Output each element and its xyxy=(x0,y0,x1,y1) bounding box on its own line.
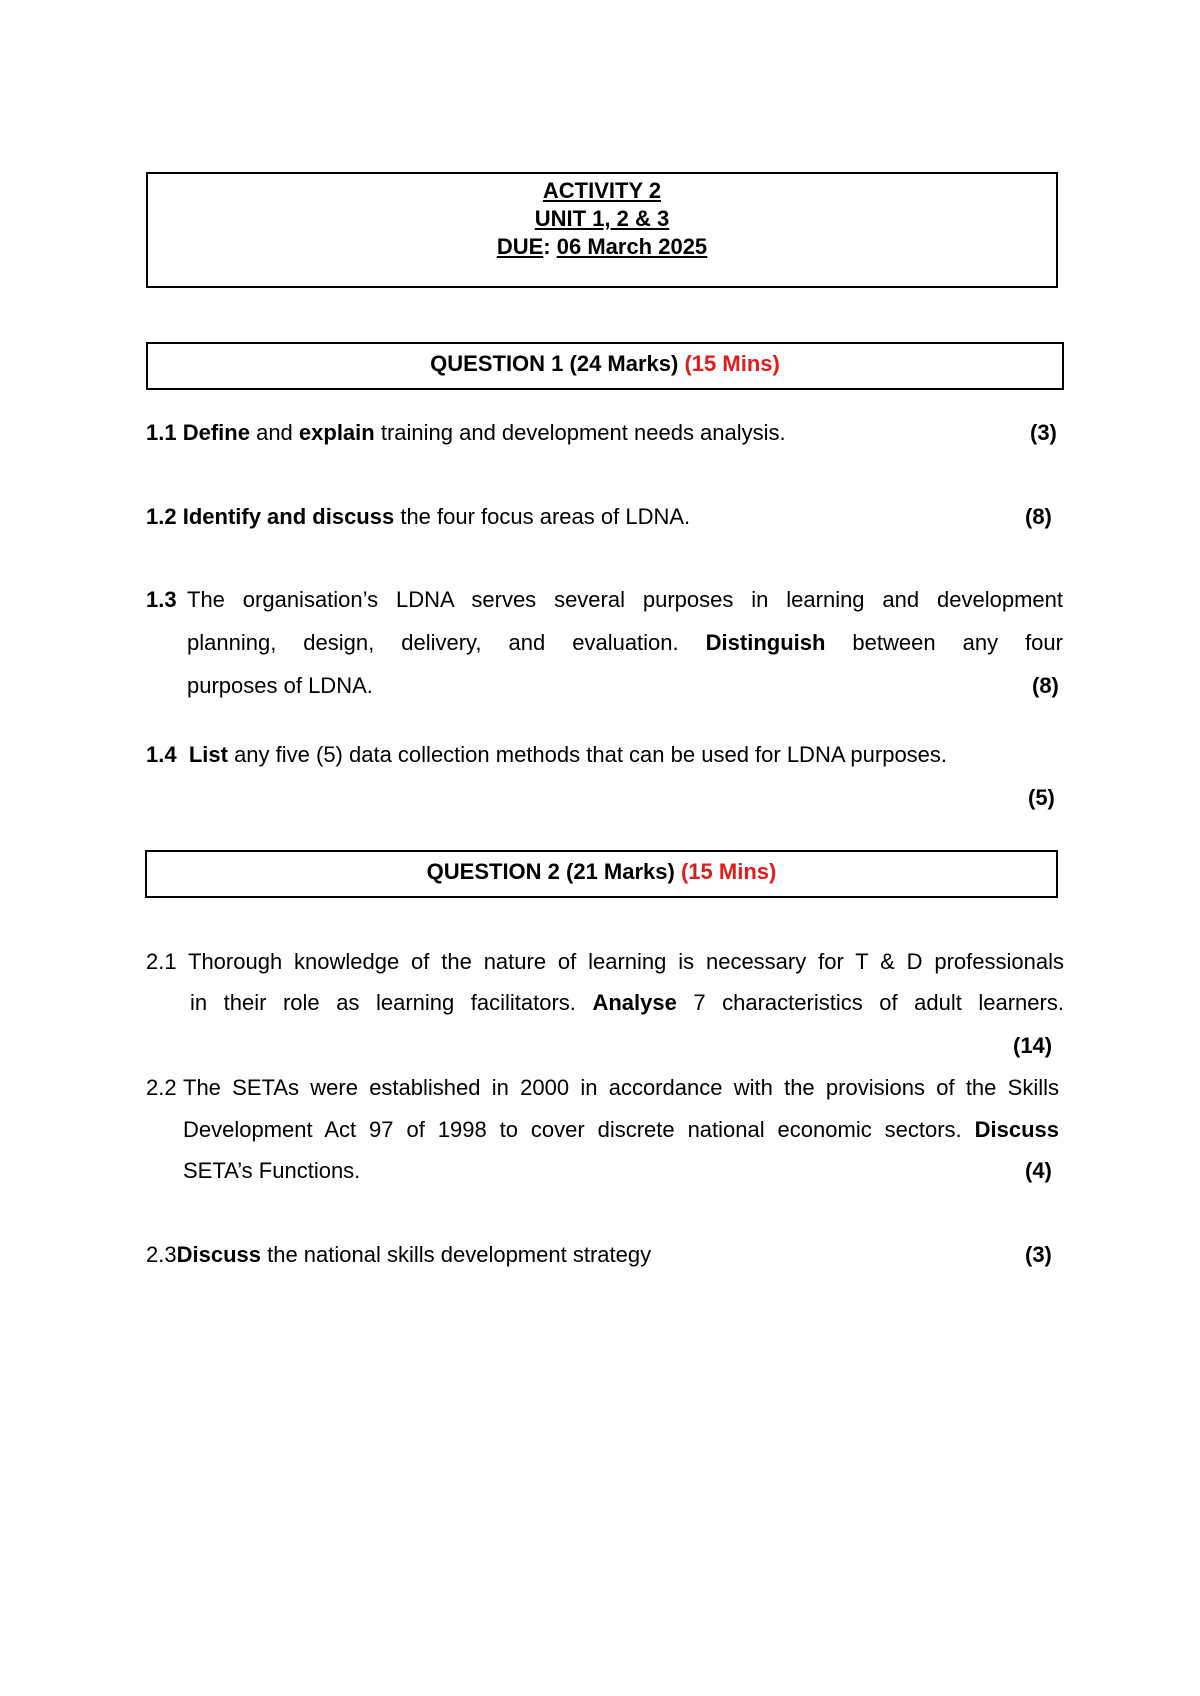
question-2-2-line-3: SETA’s Functions. xyxy=(183,1158,361,1183)
question-number: 2.3 xyxy=(146,1242,177,1267)
question-number: 1.1 xyxy=(146,420,177,445)
question-1-heading-box xyxy=(146,342,1064,390)
question-1-3-line-2 xyxy=(187,629,1063,657)
question-1-1 xyxy=(146,419,786,447)
due-date: 06 March 2025 xyxy=(556,234,708,259)
question-2-heading-box xyxy=(145,850,1058,898)
question-2-3 xyxy=(146,1241,651,1269)
question-1-3-line-3: purposes of LDNA. xyxy=(187,673,373,698)
text-segment: and xyxy=(249,420,299,445)
question-2-time: (15 Mins) xyxy=(680,859,777,884)
text-segment: the four focus areas of LDNA. xyxy=(394,504,691,529)
verb-identify-discuss: Identify and discuss xyxy=(182,504,395,529)
question-1-3-line-1: The organisation’s LDNA serves several purposes in learning and development xyxy=(187,587,1063,612)
units-line: UNIT 1, 2 & 3 xyxy=(534,206,670,231)
due-line xyxy=(148,233,1056,261)
due-separator: : xyxy=(543,234,557,259)
question-2-title: QUESTION 2 (21 Marks) xyxy=(426,859,675,884)
text-segment: planning, design, delivery, and evaluation. xyxy=(187,630,679,655)
question-2-1-number: 2.1 xyxy=(146,949,177,974)
mark-2-3: (3) xyxy=(1025,1242,1052,1267)
text-segment: in their role as learning facilitators. xyxy=(190,990,576,1015)
text-segment: Development Act 97 of 1998 to cover discrete national economic sectors. xyxy=(183,1117,962,1142)
question-1-time: (15 Mins) xyxy=(684,351,780,376)
question-1-4 xyxy=(146,741,947,769)
due-label: DUE xyxy=(496,234,544,259)
mark-1-2: (8) xyxy=(1025,504,1052,529)
mark-2-1: (14) xyxy=(1013,1033,1053,1058)
question-1-3-number: 1.3 xyxy=(146,587,177,612)
question-1-2 xyxy=(146,503,690,531)
verb-distinguish: Distinguish xyxy=(705,630,826,655)
mark-1-4: (5) xyxy=(1028,785,1055,810)
question-2-2-line-1: The SETAs were established in 2000 in accordance with the provisions of the Skills xyxy=(183,1075,1059,1100)
question-2-1-line-1: Thorough knowledge of the nature of learning is necessary for T & D professionals xyxy=(188,949,1064,974)
question-number: 1.2 xyxy=(146,504,177,529)
activity-header-box xyxy=(146,172,1058,288)
verb-analyse: Analyse xyxy=(592,990,677,1015)
verb-define: Define xyxy=(182,420,250,445)
question-number: 1.4 xyxy=(146,742,177,767)
verb-list: List xyxy=(188,742,228,767)
mark-1-3: (8) xyxy=(1032,673,1059,698)
question-2-1-line-2 xyxy=(190,989,1064,1017)
mark-2-2: (4) xyxy=(1025,1158,1052,1183)
text-segment: the national skills development strategy xyxy=(260,1242,652,1267)
question-1-title: QUESTION 1 (24 Marks) xyxy=(430,351,679,376)
text-segment: between any four xyxy=(852,630,1063,655)
mark-1-1: (3) xyxy=(1030,420,1057,445)
verb-discuss: Discuss xyxy=(974,1117,1059,1142)
text-segment: any five (5) data collection methods that can be used for LDNA purposes. xyxy=(227,742,948,767)
activity-title: ACTIVITY 2 xyxy=(542,178,662,203)
text-segment: training and development needs analysis. xyxy=(374,420,786,445)
verb-explain: explain xyxy=(298,420,375,445)
verb-discuss: Discuss xyxy=(176,1242,261,1267)
text-segment: 7 characteristics of adult learners. xyxy=(693,990,1064,1015)
question-2-2-line-2 xyxy=(183,1116,1059,1144)
question-2-2-number: 2.2 xyxy=(146,1075,177,1100)
